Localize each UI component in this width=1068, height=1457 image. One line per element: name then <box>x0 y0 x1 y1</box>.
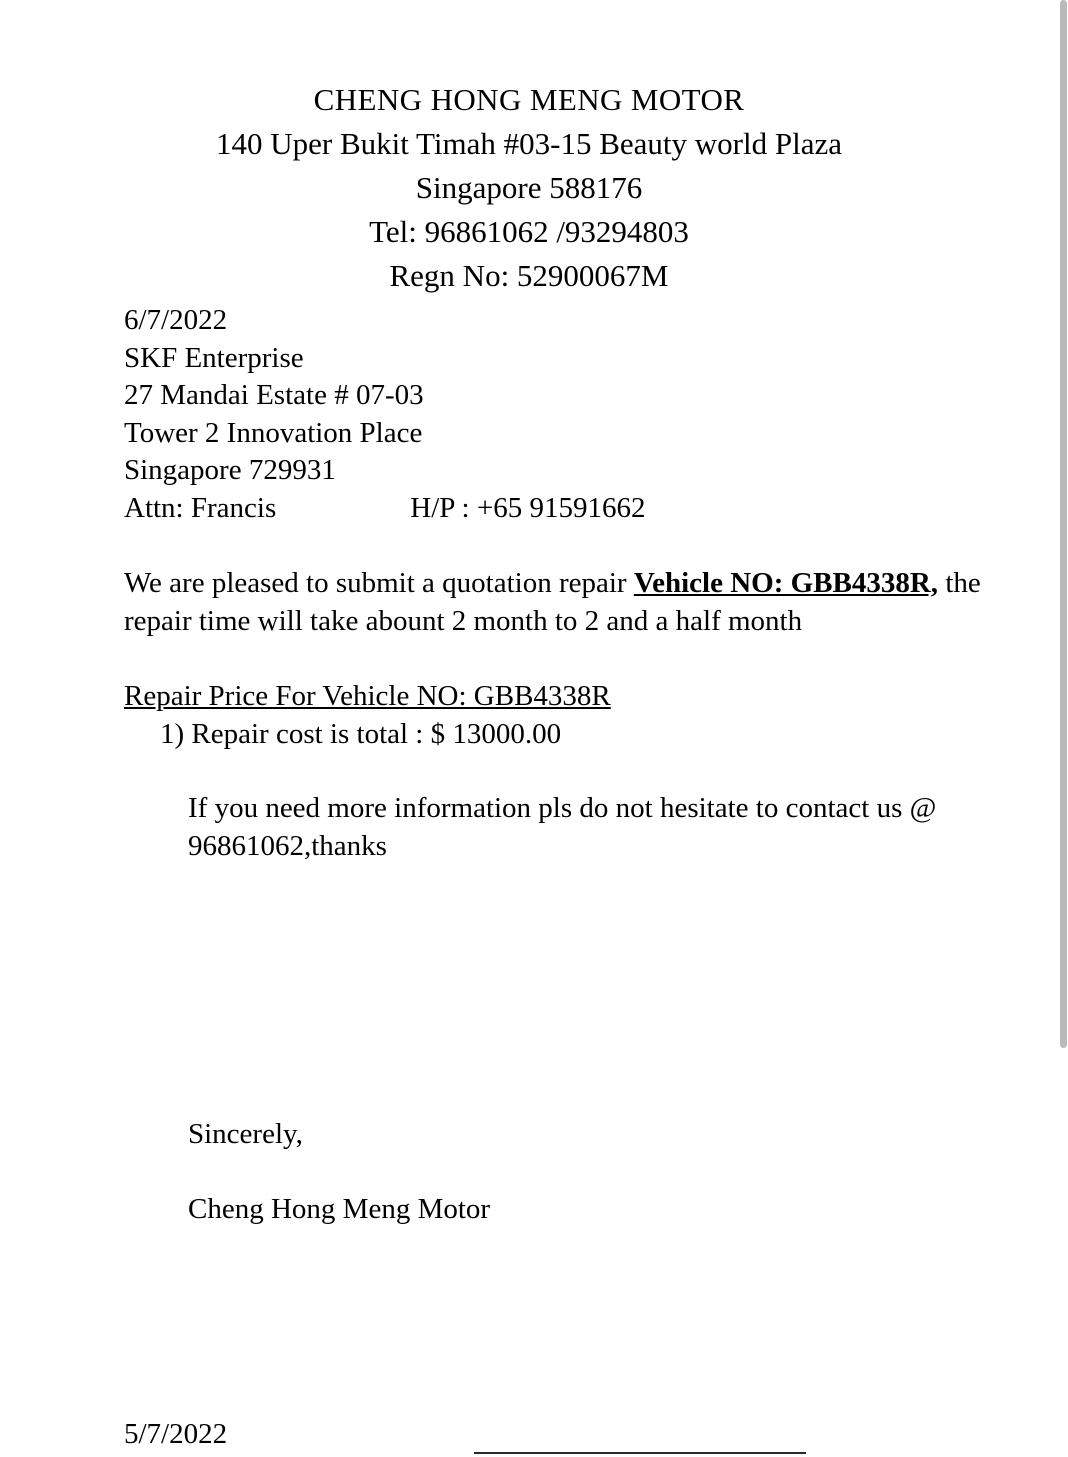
footer-divider <box>474 1452 806 1454</box>
intro-text-before: We are pleased to submit a quotation repair <box>124 567 634 599</box>
spacer-2 <box>124 640 984 677</box>
recipient-address-line-3: Singapore 729931 <box>124 454 336 486</box>
company-address-line-1: 140 Uper Bukit Timah #03-15 Beauty world Plaza <box>216 126 842 161</box>
company-address-line-2: Singapore 588176 <box>415 170 643 205</box>
page-scrollbar[interactable] <box>1058 0 1068 1457</box>
recipient-phone: H/P : +65 91591662 <box>410 491 646 524</box>
recipient-attention-row <box>124 490 984 528</box>
company-registration: Regn No: 52900067M <box>389 258 669 293</box>
closing-salutation: Sincerely, <box>188 1118 303 1150</box>
page-scrollbar-thumb[interactable] <box>1060 0 1067 1048</box>
letterhead <box>0 78 1058 298</box>
company-telephone: Tel: 96861062 /93294803 <box>369 214 689 249</box>
repair-cost-item: 1) Repair cost is total : $ 13000.00 <box>160 718 562 750</box>
letter-date: 6/7/2022 <box>124 304 228 336</box>
closing-signer: Cheng Hong Meng Motor <box>188 1193 491 1225</box>
intro-paragraph <box>124 564 984 640</box>
recipient-attention: Attn: Francis <box>124 491 277 524</box>
intro-text-after: the repair time will take abount 2 month to 2 and a half month <box>124 567 981 637</box>
recipient-address-line-1: 27 Mandai Estate # 07-03 <box>124 379 424 411</box>
vehicle-number-emphasis: Vehicle NO: GBB4338R, <box>633 567 939 599</box>
footer-date: 5/7/2022 <box>124 1418 228 1450</box>
contact-note: If you need more information pls do not hesitate to contact us @ 96861062,thanks <box>188 792 937 862</box>
letter-body <box>124 302 984 865</box>
company-name: CHENG HONG MENG MOTOR <box>313 82 745 117</box>
recipient-address-line-2: Tower 2 Innovation Place <box>124 416 423 449</box>
repair-price-section-title: Repair Price For Vehicle NO: GBB4338R <box>124 680 611 712</box>
spacer-1 <box>124 527 984 564</box>
recipient-company: SKF Enterprise <box>124 341 304 374</box>
